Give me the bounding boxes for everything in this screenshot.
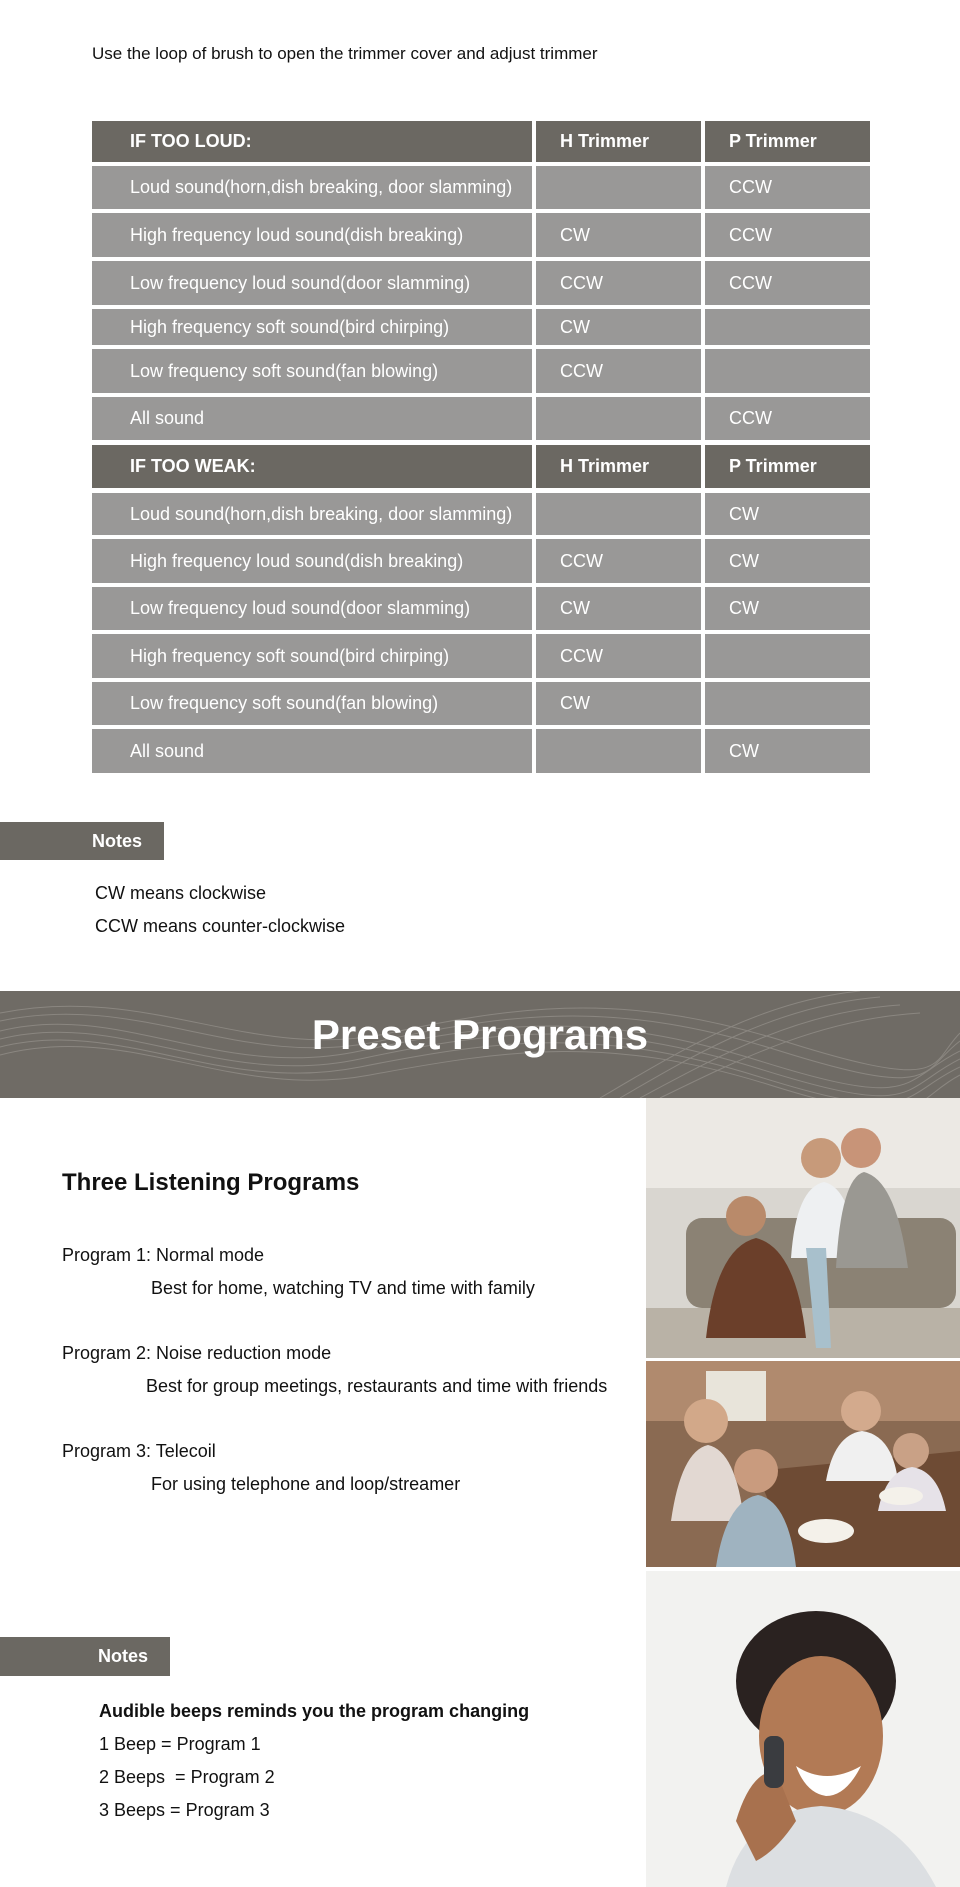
program-title: Program 2: Noise reduction mode [62, 1343, 332, 1363]
table-cell: Low frequency loud sound(door slamming) [92, 261, 532, 305]
header-cell: IF TOO WEAK: [92, 445, 532, 488]
notes-headline: Audible beeps reminds you the program changing [99, 1701, 530, 1721]
table-row [92, 397, 870, 440]
intro-text: Use the loop of brush to open the trimmer cover and adjust trimmer [92, 44, 598, 63]
table-cell: CW [705, 587, 870, 630]
table-cell: Loud sound(horn,dish breaking, door slamming) [92, 493, 532, 535]
table-cell: CCW [705, 213, 870, 257]
table-cell: CCW [536, 261, 701, 305]
table-row [92, 682, 870, 725]
program-desc: For using telephone and loop/streamer [151, 1474, 461, 1494]
table-cell [536, 729, 701, 773]
notes-label: Notes [0, 822, 164, 860]
header-cell: P Trimmer [705, 121, 870, 162]
table-row [92, 213, 870, 257]
notes-label: Notes [0, 1637, 170, 1676]
table-row [92, 493, 870, 535]
program-desc: Best for group meetings, restaurants and time with friends [146, 1376, 608, 1396]
table-row [92, 261, 870, 305]
header-cell: H Trimmer [536, 121, 701, 162]
program-title: Program 1: Normal mode [62, 1245, 265, 1265]
table-row [92, 729, 870, 773]
table-cell: CW [705, 729, 870, 773]
programs-heading: Three Listening Programs [62, 1169, 360, 1196]
header-cell: P Trimmer [705, 445, 870, 488]
table-cell: CCW [705, 166, 870, 209]
table-cell: CCW [536, 349, 701, 393]
header-cell: IF TOO LOUD: [92, 121, 532, 162]
table-cell: CW [705, 493, 870, 535]
table-cell [536, 166, 701, 209]
table-cell: CCW [536, 634, 701, 678]
banner-title: Preset Programs [311, 1011, 649, 1058]
table-cell [705, 349, 870, 393]
table-row [92, 309, 870, 345]
table-cell [705, 309, 870, 345]
table-cell: CCW [705, 261, 870, 305]
family-photo [646, 1098, 960, 1358]
table-cell: All sound [92, 729, 532, 773]
note-line: 2 Beeps = Program 2 [99, 1767, 275, 1787]
table-cell [705, 682, 870, 725]
note-line: 3 Beeps = Program 3 [99, 1800, 270, 1820]
preset-programs-banner [0, 991, 960, 1098]
table-cell: Loud sound(horn,dish breaking, door slamming) [92, 166, 532, 209]
table-row [92, 166, 870, 209]
table-row [92, 349, 870, 393]
table-cell: CW [536, 309, 701, 345]
table-cell: All sound [92, 397, 532, 440]
header-cell: H Trimmer [536, 445, 701, 488]
note-line: CCW means counter-clockwise [95, 916, 346, 936]
restaurant-photo [646, 1361, 960, 1567]
table-cell: High frequency loud sound(dish breaking) [92, 539, 532, 583]
table-cell: CW [536, 213, 701, 257]
table-header-weak [92, 445, 870, 488]
table-cell [705, 634, 870, 678]
table-cell [536, 397, 701, 440]
table-cell [536, 493, 701, 535]
table-header-loud [92, 121, 870, 162]
table-cell: High frequency loud sound(dish breaking) [92, 213, 532, 257]
phone-call-photo [646, 1571, 960, 1887]
table-cell: Low frequency soft sound(fan blowing) [92, 682, 532, 725]
program-title: Program 3: Telecoil [62, 1441, 216, 1461]
table-cell: Low frequency soft sound(fan blowing) [92, 349, 532, 393]
table-row [92, 539, 870, 583]
table-cell: CW [536, 682, 701, 725]
note-line: 1 Beep = Program 1 [99, 1734, 261, 1754]
table-row [92, 634, 870, 678]
table-cell: Low frequency loud sound(door slamming) [92, 587, 532, 630]
program-desc: Best for home, watching TV and time with family [151, 1278, 535, 1298]
table-cell: CCW [536, 539, 701, 583]
table-cell: CW [536, 587, 701, 630]
table-row [92, 587, 870, 630]
table-cell: CW [705, 539, 870, 583]
note-line: CW means clockwise [95, 883, 267, 903]
table-cell: High frequency soft sound(bird chirping) [92, 309, 532, 345]
table-cell: CCW [705, 397, 870, 440]
table-cell: High frequency soft sound(bird chirping) [92, 634, 532, 678]
